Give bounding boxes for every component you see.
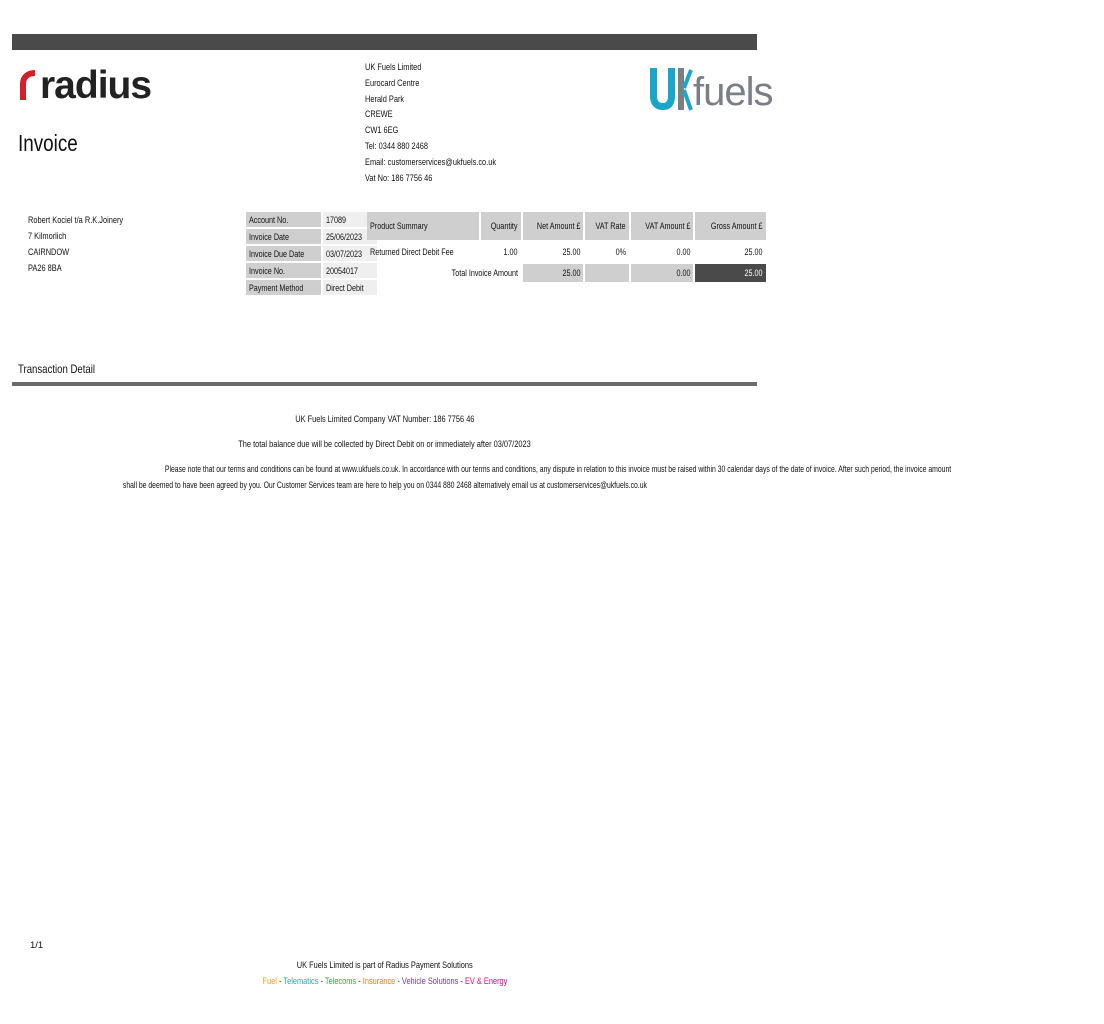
footer-separator: - bbox=[317, 976, 325, 987]
footer-service-item: Vehicle Solutions bbox=[401, 976, 458, 987]
total-vat-value: 0.00 bbox=[676, 268, 691, 278]
footer-separator: - bbox=[355, 976, 363, 987]
footer-services-list bbox=[262, 976, 507, 987]
terms-note bbox=[12, 462, 952, 494]
product-summary-table bbox=[365, 210, 768, 284]
column-header: VAT Rate bbox=[595, 221, 626, 231]
ukfuels-uk-mark-icon bbox=[648, 66, 692, 112]
vat-rate-value: 0% bbox=[615, 247, 626, 257]
customer-address bbox=[28, 213, 123, 277]
account-row bbox=[246, 280, 377, 295]
summary-header-row bbox=[367, 212, 766, 240]
footer-service-item: Insurance bbox=[362, 976, 395, 987]
account-details-table bbox=[244, 210, 379, 297]
column-header: Product Summary bbox=[370, 221, 428, 231]
customer-line: PA26 8BA bbox=[28, 263, 62, 274]
account-label: Invoice Date bbox=[249, 231, 290, 242]
account-value: Direct Debit bbox=[326, 282, 364, 293]
footer-service-item: Fuel bbox=[262, 976, 277, 987]
collection-note bbox=[12, 439, 757, 450]
account-label: Invoice Due Date bbox=[249, 248, 305, 259]
footer-services bbox=[12, 976, 757, 987]
collection-text: The total balance due will be collected by Direct Debit on or immediately after 03/07/2023 bbox=[238, 439, 531, 450]
radius-logo-text: radius bbox=[40, 63, 152, 107]
account-row bbox=[246, 212, 377, 227]
footer-service-item: Telecoms bbox=[324, 976, 356, 987]
account-label: Invoice No. bbox=[249, 265, 286, 276]
supplier-line: UK Fuels Limited bbox=[365, 62, 422, 73]
supplier-line: CREWE bbox=[365, 109, 393, 121]
total-label: Total Invoice Amount bbox=[451, 268, 518, 278]
column-header: VAT Amount £ bbox=[645, 221, 691, 231]
product-name: Returned Direct Debit Fee bbox=[370, 247, 454, 257]
column-header: Gross Amount £ bbox=[711, 221, 763, 231]
header-bar bbox=[12, 34, 757, 50]
account-value: 17089 bbox=[326, 214, 347, 225]
footer-separator: - bbox=[394, 976, 402, 987]
transaction-detail-divider bbox=[12, 382, 757, 386]
total-gross-value: 25.00 bbox=[744, 268, 763, 278]
account-value: 20054017 bbox=[326, 265, 359, 276]
footer-service-item: Telematics bbox=[282, 976, 318, 987]
gross-amount-value: 25.00 bbox=[744, 247, 763, 257]
supplier-line: CW1 6EG bbox=[365, 125, 399, 137]
column-header: Quantity bbox=[491, 221, 518, 231]
customer-line: CAIRNDOW bbox=[28, 247, 70, 258]
net-amount-value: 25.00 bbox=[562, 247, 581, 257]
supplier-line: Eurocard Centre bbox=[365, 77, 420, 89]
vat-number-text: UK Fuels Limited Company VAT Number: 186 7756 46 bbox=[294, 414, 475, 425]
vat-amount-value: 0.00 bbox=[676, 247, 691, 257]
supplier-line: Tel: 0344 880 2468 bbox=[365, 140, 429, 152]
column-header: Net Amount £ bbox=[536, 221, 581, 231]
footer-company-text: UK Fuels Limited is part of Radius Payment Solutions bbox=[296, 960, 473, 971]
footer-service-item: EV & Energy bbox=[464, 976, 507, 987]
account-value: 25/06/2023 bbox=[326, 231, 363, 242]
summary-total-row bbox=[367, 264, 766, 282]
quantity-value: 1.00 bbox=[503, 247, 518, 257]
transaction-detail-heading: Transaction Detail bbox=[18, 362, 96, 376]
account-row bbox=[246, 263, 377, 278]
supplier-line: Herald Park bbox=[365, 93, 405, 105]
summary-row bbox=[367, 242, 766, 262]
customer-line: Robert Kociel t/a R.K.Joinery bbox=[28, 215, 124, 226]
terms-line: Please note that our terms and conditions can be found at www.ukfuels.co.uk. In accordance with our terms and conditions, any dispute in relation to this invoice must be raised within 30 calendar days of the date of invoice. After such period, the invoice amount bbox=[164, 464, 952, 475]
footer-company-line bbox=[12, 960, 757, 971]
footer-separator: - bbox=[276, 976, 283, 987]
customer-line: 7 Kilmorlich bbox=[28, 231, 67, 242]
supplier-line: Email: customerservices@ukfuels.co.uk bbox=[365, 156, 497, 168]
supplier-line: Vat No: 186 7756 46 bbox=[365, 172, 433, 184]
vat-number-note bbox=[12, 414, 757, 425]
total-net-value: 25.00 bbox=[562, 268, 581, 278]
ukfuels-logo bbox=[648, 62, 773, 112]
account-row bbox=[246, 229, 377, 244]
ukfuels-logo-text: fuels bbox=[693, 70, 773, 114]
account-label: Payment Method bbox=[249, 282, 304, 293]
account-value: 03/07/2023 bbox=[326, 248, 363, 259]
account-label: Account No. bbox=[249, 214, 289, 225]
terms-line: shall be deemed to have been agreed by you. Our Customer Services team are here to help you on 0344 880 2468 alternatively email us at customerservices@ukfuels.co.uk bbox=[122, 480, 647, 491]
radius-mark-icon bbox=[18, 68, 38, 102]
footer-separator: - bbox=[457, 976, 465, 987]
supplier-address bbox=[365, 60, 496, 186]
page-number: 1/1 bbox=[30, 940, 44, 951]
account-row bbox=[246, 246, 377, 261]
page-title: Invoice bbox=[18, 130, 78, 156]
radius-logo bbox=[18, 62, 151, 108]
